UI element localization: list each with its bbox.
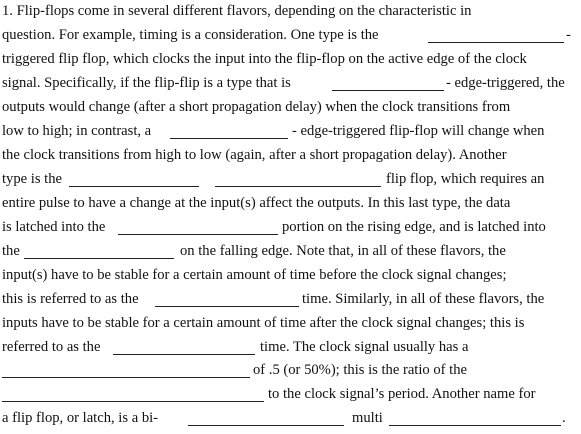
- answer-blank-9[interactable]: [113, 354, 255, 355]
- question-line-15: referred to as the: [2, 339, 101, 355]
- question-line-9: entire pulse to have a change at the input(s) affect the outputs. In this last type, the data: [2, 195, 511, 211]
- answer-blank-7[interactable]: [24, 258, 174, 259]
- answer-blank-4[interactable]: [69, 186, 199, 187]
- question-line-1: 1. Flip-flops come in several different flavors, depending on the characteristic in: [2, 3, 472, 19]
- answer-blank-13[interactable]: [389, 425, 561, 426]
- question-line-18-mid: multi: [352, 410, 383, 426]
- answer-blank-8[interactable]: [155, 306, 299, 307]
- question-line-4: signal. Specifically, if the flip-flip is a type that is: [2, 75, 291, 91]
- answer-blank-11[interactable]: [2, 401, 264, 402]
- question-line-13: this is referred to as the: [2, 291, 139, 307]
- question-line-10: is latched into the: [2, 219, 106, 235]
- question-line-2-tail: -: [566, 27, 571, 43]
- question-line-17-tail: to the clock signal’s period. Another name for: [268, 386, 536, 402]
- question-line-8-tail: flip flop, which requires an: [386, 171, 545, 187]
- question-line-8: type is the: [2, 171, 62, 187]
- answer-blank-3[interactable]: [170, 138, 288, 139]
- question-line-7: the clock transitions from high to low (again, after a short propagation delay). Another: [2, 147, 507, 163]
- question-line-15-tail: time. The clock signal usually has a: [260, 339, 469, 355]
- question-line-18-end: .: [562, 410, 566, 426]
- question-line-2: question. For example, timing is a consideration. One type is the: [2, 27, 379, 43]
- question-line-14: inputs have to be stable for a certain amount of time after the clock signal changes; this is: [2, 315, 525, 331]
- question-line-11: the: [2, 243, 20, 259]
- question-line-12: input(s) have to be stable for a certain amount of time before the clock signal changes;: [2, 267, 507, 283]
- question-line-3: triggered flip flop, which clocks the input into the flip-flop on the active edge of the clock: [2, 51, 527, 67]
- answer-blank-5[interactable]: [215, 186, 381, 187]
- question-line-4-tail: - edge-triggered, the: [446, 75, 565, 91]
- question-line-6: low to high; in contrast, a: [2, 123, 152, 139]
- question-line-11-tail: on the falling edge. Note that, in all of these flavors, the: [180, 243, 506, 259]
- answer-blank-12[interactable]: [188, 425, 344, 426]
- answer-blank-1[interactable]: [428, 42, 564, 43]
- answer-blank-2[interactable]: [332, 90, 444, 91]
- question-line-5: outputs would change (after a short propagation delay) when the clock transitions from: [2, 99, 511, 115]
- question-line-16-tail: of .5 (or 50%); this is the ratio of the: [253, 362, 467, 378]
- question-line-18: a flip flop, or latch, is a bi-: [2, 410, 159, 426]
- question-line-13-tail: time. Similarly, in all of these flavors, the: [302, 291, 545, 307]
- question-line-10-tail: portion on the rising edge, and is latched into: [282, 219, 546, 235]
- answer-blank-10[interactable]: [2, 377, 250, 378]
- question-line-6-tail: - edge-triggered flip-flop will change when: [292, 123, 545, 139]
- answer-blank-6[interactable]: [118, 234, 278, 235]
